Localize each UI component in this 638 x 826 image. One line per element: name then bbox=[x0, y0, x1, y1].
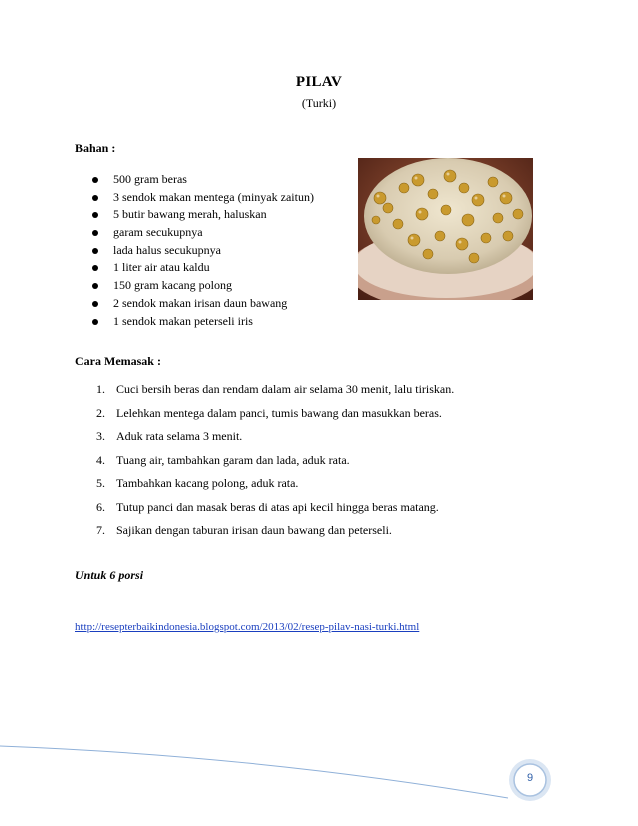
method-steps bbox=[96, 382, 454, 547]
bullet-icon bbox=[92, 212, 98, 218]
ingredients-heading: Bahan : bbox=[75, 141, 116, 155]
step-item: 1. Cuci bersih beras dan rendam dalam air selama 30 menit, lalu tiriskan. bbox=[96, 382, 455, 396]
method-heading: Cara Memasak : bbox=[75, 354, 161, 368]
ingredients-list bbox=[92, 171, 314, 330]
ingredient-item: lada halus secukupnya bbox=[92, 242, 314, 260]
step-item: 2. Lelehkan mentega dalam panci, tumis bawang dan masukkan beras. bbox=[96, 405, 442, 420]
bullet-icon bbox=[92, 301, 98, 307]
bullet-icon bbox=[92, 283, 98, 289]
bullet-icon bbox=[92, 177, 98, 183]
step-item: 3. Aduk rata selama 3 menit. bbox=[96, 429, 243, 443]
source-link[interactable]: http://resepterbaikindonesia.blogspot.com/2013/02/resep-pilav-nasi-turki.html bbox=[75, 621, 420, 633]
bullet-icon bbox=[92, 319, 98, 325]
bullet-icon bbox=[92, 230, 98, 236]
ingredient-item: garam secukupnya bbox=[92, 224, 314, 242]
ingredient-item: 3 sendok makan mentega (minyak zaitun) bbox=[92, 189, 314, 207]
page-title: PILAV bbox=[295, 74, 343, 90]
step-item: 6. Tutup panci dan masak beras di atas api kecil hingga beras matang. bbox=[96, 499, 439, 514]
ingredient-item: 1 liter air atau kaldu bbox=[92, 259, 314, 277]
step-item: 4. Tuang air, tambahkan garam dan lada, aduk rata. bbox=[96, 452, 350, 467]
step-item: 5. Tambahkan kacang polong, aduk rata. bbox=[96, 476, 299, 490]
pilav-photo-graphic bbox=[358, 158, 533, 300]
ingredient-item: 1 sendok makan peterseli iris bbox=[92, 313, 314, 331]
ingredient-item: 5 butir bawang merah, haluskan bbox=[92, 206, 314, 224]
bullet-icon bbox=[92, 248, 98, 254]
page-number: 9 bbox=[526, 772, 534, 784]
bullet-icon bbox=[92, 195, 98, 201]
page-subtitle: (Turki) bbox=[301, 96, 337, 110]
servings-note: Untuk 6 porsi bbox=[75, 568, 144, 582]
bullet-icon bbox=[92, 265, 98, 271]
pilav-photo bbox=[358, 158, 533, 300]
step-item: 7. Sajikan dengan taburan irisan daun bawang dan peterseli. bbox=[96, 523, 392, 537]
ingredient-item: 150 gram kacang polong bbox=[92, 277, 314, 295]
ingredient-item: 2 sendok makan irisan daun bawang bbox=[92, 295, 314, 313]
ingredient-item: 500 gram beras bbox=[92, 171, 314, 189]
